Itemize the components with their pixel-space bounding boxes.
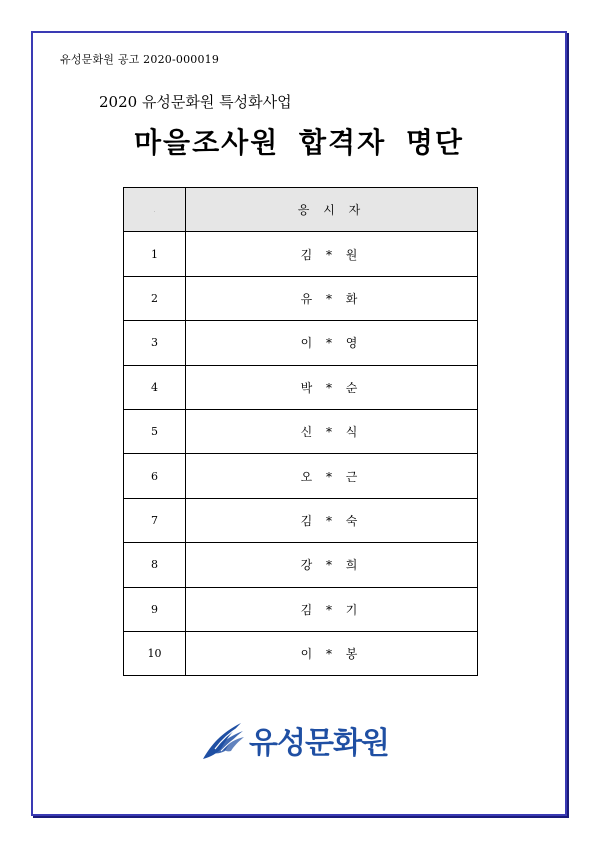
row-number: 2 — [124, 276, 186, 320]
table-header-row — [124, 188, 478, 232]
row-number: 1 — [124, 232, 186, 276]
row-name: 박 * 순 — [186, 365, 478, 409]
table-row — [124, 543, 478, 587]
row-number: 6 — [124, 454, 186, 498]
applicant-table — [123, 187, 478, 676]
table-row — [124, 498, 478, 542]
row-name: 김 * 숙 — [186, 498, 478, 542]
table-row — [124, 409, 478, 453]
table-row — [124, 321, 478, 365]
row-name: 이 * 봉 — [186, 631, 478, 675]
table-row — [124, 631, 478, 675]
row-number: 3 — [124, 321, 186, 365]
row-number: 9 — [124, 587, 186, 631]
notice-number: 유성문화원 공고 2020-000019 — [60, 53, 220, 66]
row-name: 신 * 식 — [186, 409, 478, 453]
row-name: 김 * 원 — [186, 232, 478, 276]
table-row — [124, 276, 478, 320]
row-name: 오 * 근 — [186, 454, 478, 498]
logo-text: 유성문화원 — [249, 726, 389, 761]
document-frame — [31, 31, 567, 816]
row-number: 4 — [124, 365, 186, 409]
document-subtitle: 2020 유성문화원 특성화사업 — [99, 93, 292, 111]
document-title: 마을조사원 합격자 명단 — [134, 126, 464, 159]
table-row — [124, 454, 478, 498]
table-row — [124, 365, 478, 409]
row-number: 10 — [124, 631, 186, 675]
header-number-cell: · — [124, 188, 186, 232]
row-name: 김 * 기 — [186, 587, 478, 631]
row-name: 이 * 영 — [186, 321, 478, 365]
header-applicant-cell: 응 시 자 — [186, 188, 478, 232]
organization-logo — [201, 717, 389, 763]
row-name: 강 * 희 — [186, 543, 478, 587]
bird-wing-logo-icon — [201, 719, 245, 761]
row-name: 유 * 화 — [186, 276, 478, 320]
row-number: 5 — [124, 409, 186, 453]
table-row — [124, 587, 478, 631]
row-number: 8 — [124, 543, 186, 587]
table-row — [124, 232, 478, 276]
row-number: 7 — [124, 498, 186, 542]
